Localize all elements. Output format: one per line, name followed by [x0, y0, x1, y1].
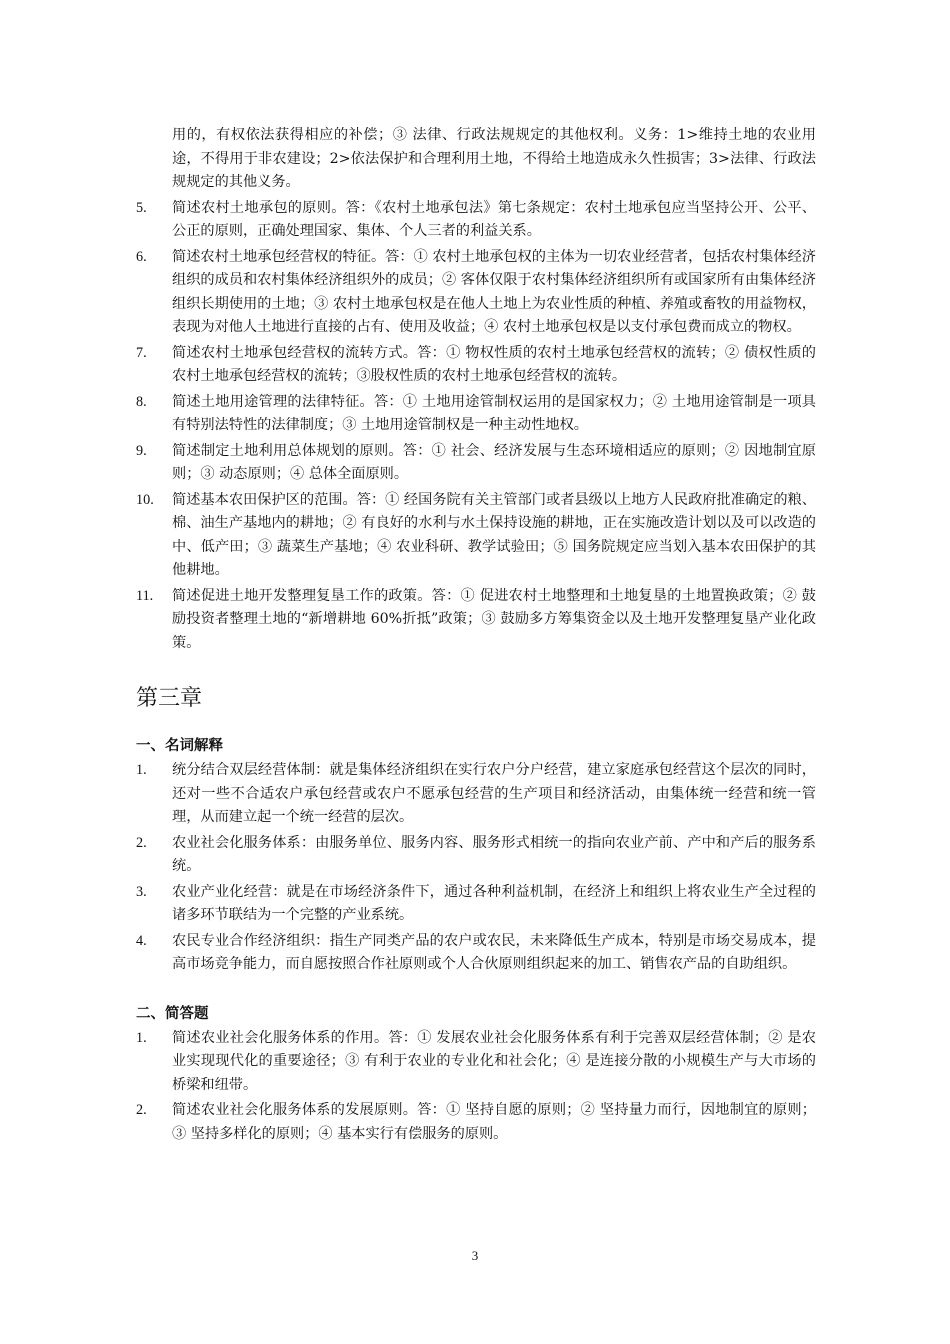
questions-list: [136, 1027, 816, 1147]
list-item: [136, 124, 816, 195]
continued-answer-list: [136, 124, 816, 655]
item-text: 简述基本农田保护区的范围。答：① 经国务院有关主管部门或者县级以上地方人民政府批准确定的粮、棉、油生产基地内的耕地；② 有良好的水利与水土保持设施的耕地，正在实施改造计划以及可以改造的中、低产田；③ 蔬菜生产基地；④ 农业科研、教学试验田；⑤ 国务院规定应当划入基本农田保护的其他耕地。: [172, 491, 816, 578]
item-text: 简述农业社会化服务体系的作用。答：① 发展农业社会化服务体系有利于完善双层经营体制；② 是农业实现现代化的重要途径；③ 有利于农业的专业化和社会化；④ 是连接分散的小规模生产与大市场的桥梁和纽带。: [172, 1029, 816, 1093]
list-item: [136, 342, 816, 389]
item-number: 3.: [136, 883, 147, 900]
item-text: 简述农村土地承包经营权的流转方式。答：① 物权性质的农村土地承包经营权的流转；② 债权性质的农村土地承包经营权的流转；③股权性质的农村土地承包经营权的流转。: [172, 344, 816, 384]
item-text: 统分结合双层经营体制：就是集体经济组织在实行农户分户经营，建立家庭承包经营这个层次的同时，还对一些不合适农户承包经营或农户不愿承包经营的生产项目和经济活动，由集体统一经营和统一管理，从而建立起一个统一经营的层次。: [172, 762, 816, 825]
item-text: 农民专业合作经济组织：指生产同类产品的农户或农民，未来降低生产成本，特别是市场交易成本，提高市场竞争能力，而自愿按照合作社原则或个人合伙原则组织起来的加工、销售农产品的自助组织。: [172, 932, 816, 972]
list-item: [136, 197, 816, 244]
list-item: [136, 1099, 816, 1146]
item-text: 农业产业化经营：就是在市场经济条件下，通过各种利益机制，在经济上和组织上将农业生产全过程的诸多环节联结为一个完整的产业系统。: [172, 883, 816, 923]
list-item: [136, 759, 816, 830]
item-number: 2.: [136, 834, 147, 851]
chapter-title: 第三章: [136, 686, 203, 711]
list-item: [136, 832, 816, 879]
list-item: [136, 489, 816, 583]
item-text: 农业社会化服务体系：由服务单位、服务内容、服务形式相统一的指向农业产前、产中和产后的服务系统。: [172, 834, 816, 874]
item-text: 用的，有权依法获得相应的补偿；③ 法律、行政法规规定的其他权利。义务：1>维持土地的农业用途，不得用于非农建设；2>依法保护和合理利用土地，不得给土地造成永久性损害；3>法律、行政法规规定的其他义务。: [172, 127, 816, 190]
list-item: [136, 440, 816, 487]
item-number: 11.: [136, 587, 154, 604]
item-number: 6.: [136, 248, 147, 265]
section-title-terms: 一、名词解释: [136, 738, 223, 754]
list-item: [136, 1027, 816, 1098]
list-item: [136, 930, 816, 977]
item-text: 简述土地用途管理的法律特征。答：① 土地用途管制权运用的是国家权力；② 土地用途管制是一项具有特别法特性的法律制度；③ 土地用途管制权是一种主动性地权。: [172, 393, 816, 433]
item-number: 4.: [136, 932, 147, 949]
item-number: 1.: [136, 1029, 147, 1046]
item-text: 简述农业社会化服务体系的发展原则。答：① 坚持自愿的原则；② 坚持量力而行，因地制宜的原则；③ 坚持多样化的原则；④ 基本实行有偿服务的原则。: [172, 1102, 816, 1142]
item-number: 1.: [136, 762, 147, 778]
list-item: [136, 585, 816, 656]
item-text: 简述农村土地承包经营权的特征。答：① 农村土地承包权的主体为一切农业经营者，包括农村集体经济组织的成员和农村集体经济组织外的成员；② 客体仅限于农村集体经济组织所有或国家所有由集体经济组织长期使用的土地；③ 农村土地承包权是在他人土地上为农业性质的种植、养殖或畜牧的用益物权，表现为对他人土地进行直接的占有、使用及收益；④ 农村土地承包权是以支付承包费而成立的物权。: [172, 248, 816, 335]
section-title-questions: 二、简答题: [136, 1005, 209, 1022]
item-number: 8.: [136, 393, 147, 410]
item-number: 9.: [136, 442, 147, 459]
item-number: 7.: [136, 344, 147, 361]
item-number: 10.: [136, 491, 154, 508]
list-item: [136, 246, 816, 340]
item-text: 简述促进土地开发整理复垦工作的政策。答：① 促进农村土地整理和土地复垦的土地置换政策；② 鼓励投资者整理土地的“新增耕地 60%折抵”政策；③ 鼓励多方筹集资金以及土地开发整理复垦产业化政策。: [172, 587, 816, 651]
item-number: 2.: [136, 1102, 147, 1118]
list-item: [136, 391, 816, 438]
page-number: 3: [471, 1248, 479, 1263]
terms-list: [136, 759, 816, 977]
list-item: [136, 881, 816, 928]
item-number: 5.: [136, 199, 147, 216]
page-content: [136, 124, 816, 1148]
item-text: 简述制定土地利用总体规划的原则。答：① 社会、经济发展与生态环境相适应的原则；② 因地制宜原则；③ 动态原则；④ 总体全面原则。: [172, 442, 816, 482]
item-text: 简述农村土地承包的原则。答：《农村土地承包法》第七条规定：农村土地承包应当坚持公开、公平、公正的原则，正确处理国家、集体、个人三者的利益关系。: [172, 199, 816, 239]
